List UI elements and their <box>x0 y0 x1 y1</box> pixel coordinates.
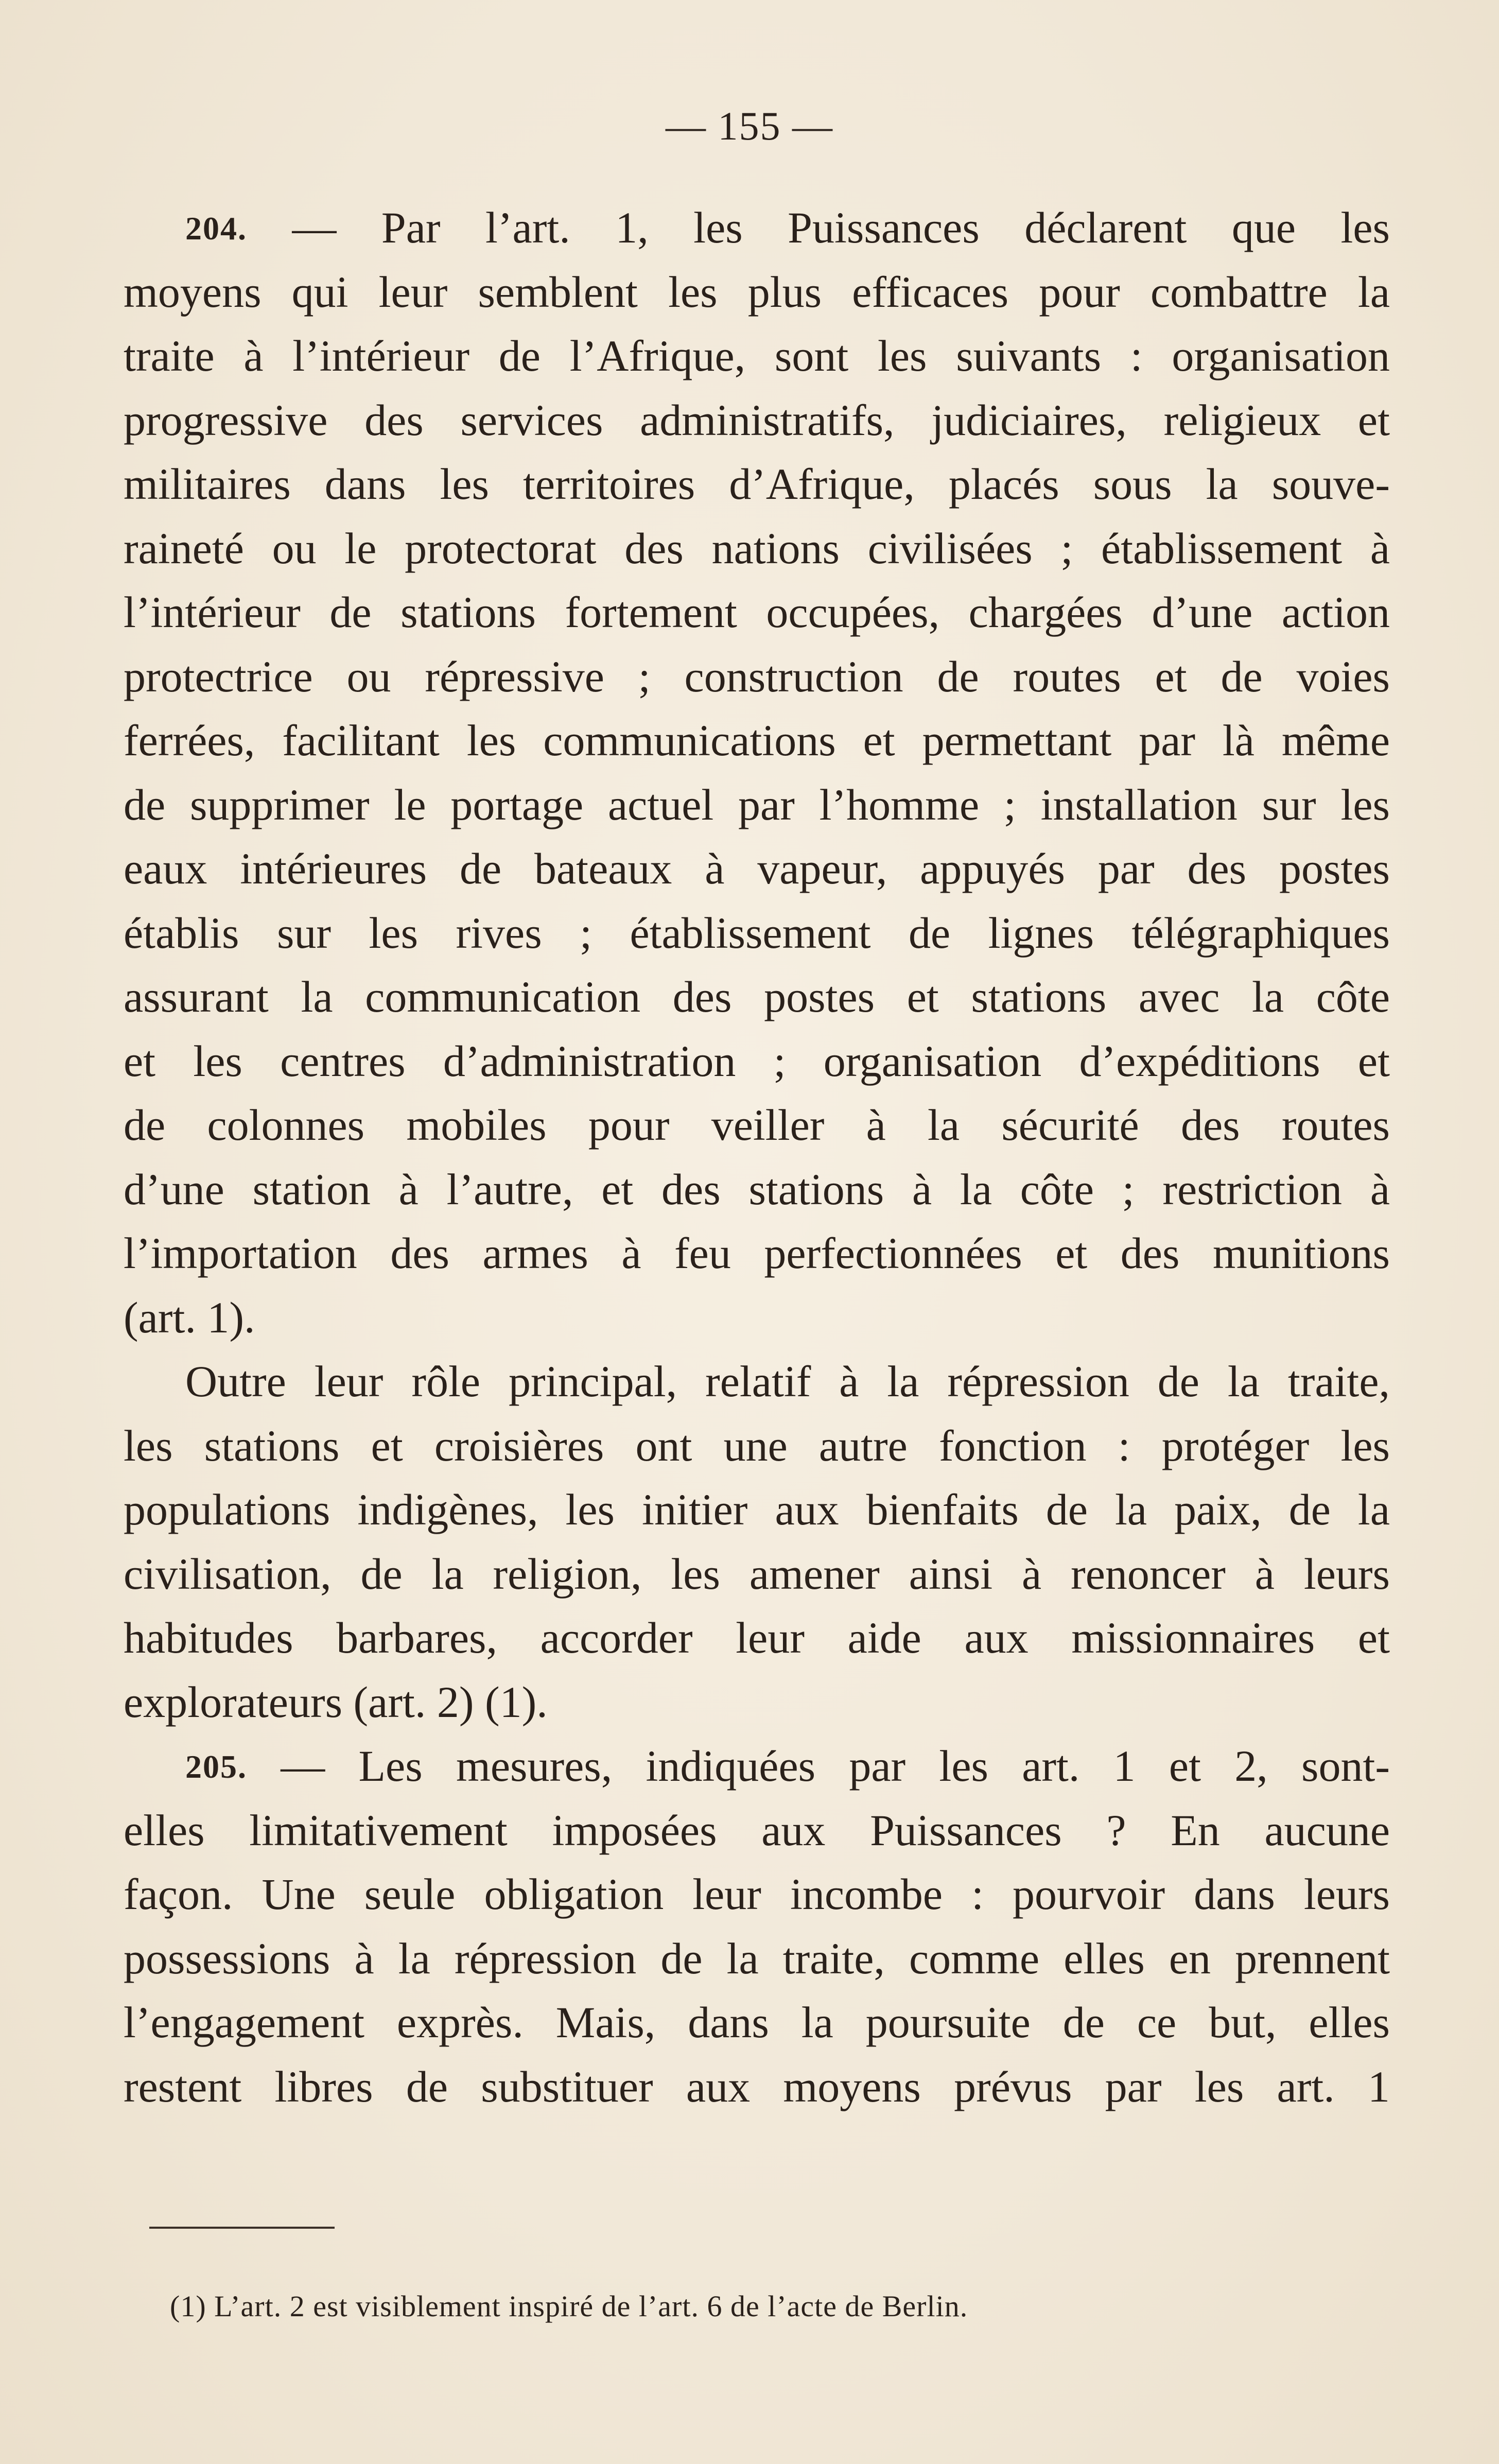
text-line: l’intérieur de stations fortement occupées, chargées d’une action <box>124 587 1390 637</box>
text-line: traite à l’intérieur de l’Afrique, sont les suivants : organisation <box>124 331 1390 380</box>
text-line: moyens qui leur semblent les plus efficaces pour combattre la <box>124 267 1390 317</box>
text-line: explorateurs (art. 2) (1). <box>124 1677 548 1727</box>
text-line: raineté ou le protectorat des nations civilisées ; établissement à <box>124 523 1390 573</box>
footnote-divider <box>149 2227 335 2229</box>
text-line: assurant la communication des postes et stations avec la côte <box>124 972 1390 1021</box>
text-line: habitudes barbares, accorder leur aide aux missionnaires et <box>124 1613 1390 1662</box>
footnote: (1) L’art. 2 est visiblement inspiré de l’art. 6 de l’acte de Berlin. <box>170 2289 968 2323</box>
text-line: populations indigènes, les initier aux bienfaits de la paix, de la <box>124 1485 1390 1534</box>
text-line: progressive des services administratifs, judiciaires, religieux et <box>124 395 1390 445</box>
text-line: possessions à la répression de la traite, comme elles en prennent <box>124 1933 1390 1983</box>
text-line: établis sur les rives ; établissement de lignes télégraphiques <box>124 908 1390 958</box>
text-line: (art. 1). <box>124 1292 255 1342</box>
section-number: 204. <box>185 210 247 247</box>
text-line: 204. — Par l’art. 1, les Puissances déclarent que les <box>185 203 1390 252</box>
page-number: — 155 — <box>666 103 833 148</box>
text-line: l’engagement exprès. Mais, dans la poursuite de ce but, elles <box>124 1998 1390 2047</box>
text-line: les stations et croisières ont une autre fonction : protéger les <box>124 1420 1390 1470</box>
text-line: ferrées, facilitant les communications et permettant par là même <box>124 716 1390 765</box>
body-text <box>124 196 1390 2119</box>
text-line: restent libres de substituer aux moyens prévus par les art. 1 <box>124 2061 1390 2111</box>
text-line: Outre leur rôle principal, relatif à la répression de la traite, <box>185 1357 1390 1406</box>
text-line: protectrice ou répressive ; construction de routes et de voies <box>124 651 1390 701</box>
text-line: l’importation des armes à feu perfectionnées et des munitions <box>124 1228 1390 1278</box>
text-line: d’une station à l’autre, et des stations à la côte ; restriction à <box>124 1164 1390 1214</box>
section-number: 205. <box>185 1748 247 1785</box>
text-line: et les centres d’administration ; organisation d’expéditions et <box>124 1036 1390 1086</box>
text-line: militaires dans les territoires d’Afrique, placés sous la souve- <box>124 459 1390 509</box>
text-line: civilisation, de la religion, les amener ainsi à renoncer à leurs <box>124 1549 1390 1599</box>
text-line: façon. Une seule obligation leur incombe : pourvoir dans leurs <box>124 1869 1390 1919</box>
text-line: de supprimer le portage actuel par l’homme ; installation sur les <box>124 779 1390 829</box>
text-line: de colonnes mobiles pour veiller à la sécurité des routes <box>124 1100 1390 1150</box>
text-line: elles limitativement imposées aux Puissances ? En aucune <box>124 1805 1390 1855</box>
text-line: 205. — Les mesures, indiquées par les art. 1 et 2, sont- <box>185 1741 1390 1791</box>
text-line: eaux intérieures de bateaux à vapeur, appuyés par des postes <box>124 844 1390 893</box>
